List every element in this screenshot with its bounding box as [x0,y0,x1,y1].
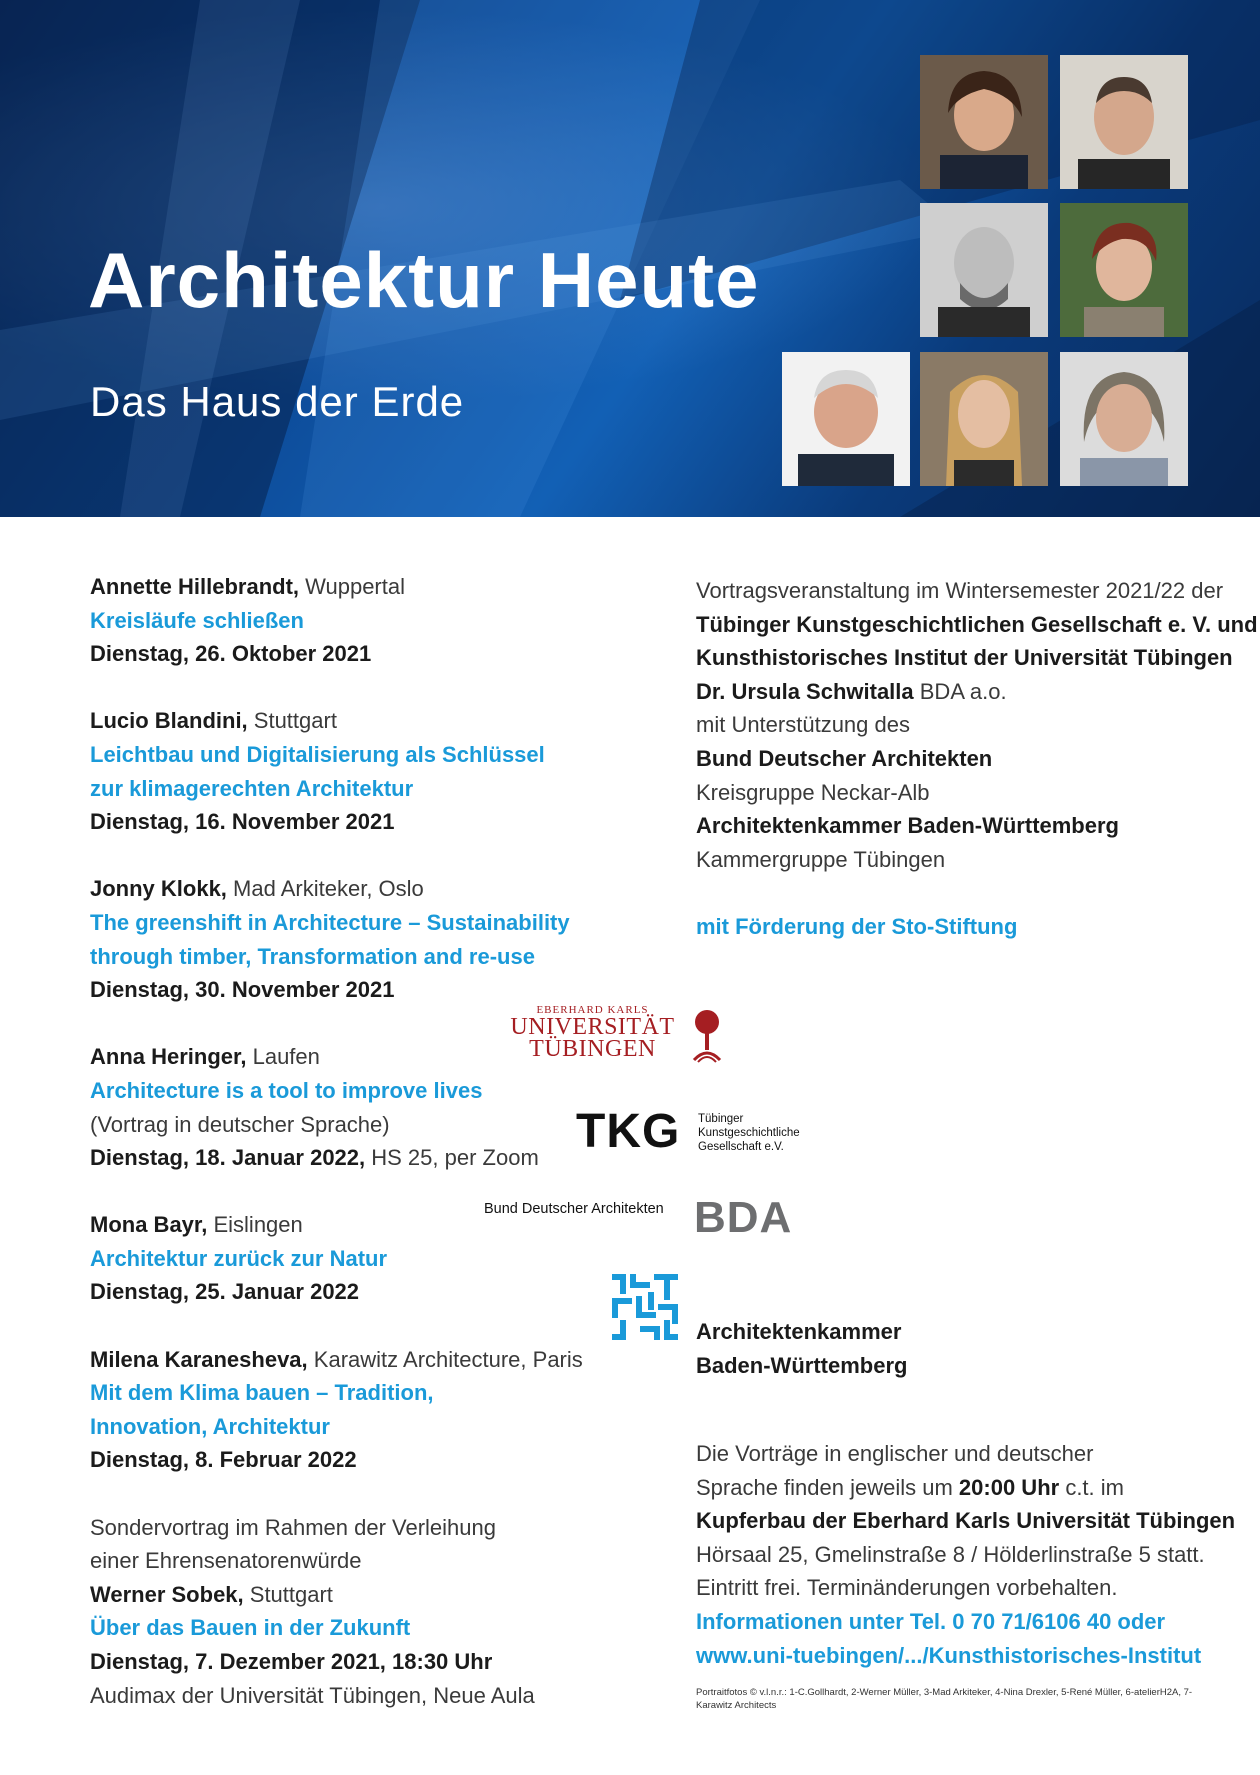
info-time: 20:00 Uhr [958,1474,1060,1500]
info-contact: Informationen unter Tel. 0 70 71/6106 40 oder [696,1608,1166,1634]
page-subtitle: Das Haus der Erde [90,378,465,425]
uni-logo-top: EBERHARD KARLS [536,1004,649,1016]
page-title: Architektur Heute [88,236,760,324]
lecture-date: Dienstag, 18. Januar 2022, [90,1145,366,1171]
lecture-date-extra: HS 25, per Zoom [365,1145,539,1171]
speaker-place: Stuttgart [247,708,337,734]
lecture-topic: Architecture is a tool to improve lives [90,1077,483,1103]
speaker-name: Lucio Blandini, [90,708,248,734]
uni-logo-mid: UNIVERSITÄT [510,1014,675,1040]
organizer-person: Dr. Ursula Schwitalla [696,678,914,704]
support-bda-sub: Kreisgruppe Neckar-Alb [696,779,930,805]
speaker-name: Annette Hillebrandt, [90,574,300,599]
lecture-topic: Über das Bauen in der Zukunft [90,1615,411,1641]
lecture-venue: Audimax der Universität Tübingen, Neue Aula [90,1682,535,1708]
lecture-date: Dienstag, 30. November 2021 [90,977,395,1003]
lecture-date: Dienstag, 16. November 2021 [90,809,395,835]
info-address: Hörsaal 25, Gmelinstraße 8 / Hölderlinstraße 5 statt. [696,1541,1205,1567]
speaker-place: Mad Arkiteker, Oslo [226,876,424,902]
portrait-7 [1060,352,1188,486]
bda-logo-text: Bund Deutscher Architekten [484,1201,664,1217]
photo-credits: Portraitfotos © v.l.n.r.: 1-C.Gollhardt, 2-Werner Müller, 3-Mad Arkiteker, 4-Nina Drexler, 5-René Müller, 6-atelierH2A, 7-Karawitz Architects [696,1687,1193,1711]
funding-note: mit Förderung der Sto-Stiftung [696,913,1018,939]
speaker-place: Eislingen [207,1212,303,1238]
organizer-institute: Kunsthistorisches Institut der Universität Tübingen [696,645,1233,671]
lecture-topic: Innovation, Architektur [90,1413,330,1439]
portrait-3 [920,203,1048,337]
special-intro: Sondervortrag im Rahmen der Verleihung [90,1514,497,1540]
speaker-place: Karawitz Architecture, Paris [307,1346,583,1372]
organizer-tkg: Tübinger Kunstgeschichtlichen Gesellschaft e. V. und [696,611,1258,637]
lecture-topic: zur klimagerechten Architektur [90,775,414,801]
uni-tuebingen-logo [510,1004,675,1060]
lecture-entry [90,872,650,1006]
lecture-entry [90,1343,650,1477]
lecture-topic: Leichtbau und Digitalisierung als Schlüssel [90,741,545,767]
support-intro: mit Unterstützung des [696,712,910,738]
lecture-topic: The greenshift in Architecture – Sustainability [90,909,570,935]
bda-logo-mark: BDA [694,1193,793,1242]
info-admission: Eintritt frei. Terminänderungen vorbehalten. [696,1575,1118,1601]
speaker-place: Laufen [246,1044,320,1070]
support-akbw: Architektenkammer Baden-Württemberg [696,813,1119,839]
portrait-1 [920,55,1048,189]
lecture-topic: through timber, Transformation and re-use [90,943,535,969]
speaker-place: Wuppertal [299,574,405,599]
portrait-6 [920,352,1048,486]
lecture-topic: Kreisläufe schließen [90,607,304,633]
akbw-logo-icon [612,1274,678,1345]
info-line: Sprache finden jeweils um [696,1474,959,1500]
support-akbw-sub: Kammergruppe Tübingen [696,846,946,872]
lecture-note: (Vortrag in deutscher Sprache) [90,1111,390,1137]
lecture-topic: Architektur zurück zur Natur [90,1245,388,1271]
support-bda: Bund Deutscher Architekten [696,745,993,771]
hero-banner [0,0,1260,517]
lecture-entry [90,1208,650,1309]
tkg-line: Gesellschaft e.V. [698,1141,784,1153]
lecture-date: Dienstag, 8. Februar 2022 [90,1447,357,1473]
portrait-4 [1060,203,1188,337]
speaker-name: Jonny Klokk, [90,876,227,902]
akbw-line: Architektenkammer [696,1319,902,1344]
akbw-line: Baden-Württemberg [696,1352,908,1378]
info-line: Die Vorträge in englischer und deutscher [696,1441,1094,1466]
speaker-name: Milena Karanesheva, [90,1346,308,1372]
lecture-entry [90,570,650,671]
tkg-logo-text [698,1112,800,1154]
lecture-date: Dienstag, 25. Januar 2022 [90,1279,360,1305]
tkg-line: Kunstgeschichtliche [698,1127,800,1139]
tkg-logo-mark: TKG [576,1105,681,1158]
tkg-line: Tübinger [698,1113,744,1125]
uni-logo-bottom: TÜBINGEN [529,1036,656,1062]
akbw-logo-text [696,1315,907,1382]
info-line: c.t. im [1059,1474,1124,1500]
organizer-person-suffix: BDA a.o. [913,678,1007,704]
lecture-date: Dienstag, 26. Oktober 2021 [90,641,372,667]
special-intro: einer Ehrensenatorenwürde [90,1548,362,1574]
speaker-place: Stuttgart [243,1581,333,1607]
lecture-list [90,570,650,1712]
uni-tree-icon [690,1008,724,1069]
info-venue: Kupferbau der Eberhard Karls Universität Tübingen [696,1508,1236,1534]
organizer-intro: Vortragsveranstaltung im Wintersemester 2021/22 der [696,578,1224,603]
lecture-topic: Mit dem Klima bauen – Tradition, [90,1380,434,1406]
info-website-link[interactable]: www.uni-tuebingen/.../Kunsthistorisches-Institut [696,1642,1202,1668]
special-lecture [90,1511,650,1713]
lecture-entry [90,704,650,838]
portrait-2 [1060,55,1188,189]
speaker-name: Werner Sobek, [90,1581,244,1607]
lecture-date: Dienstag, 7. Dezember 2021, 18:30 Uhr [90,1649,493,1674]
speaker-name: Anna Heringer, [90,1044,247,1070]
organizer-info [696,574,1258,944]
portrait-5 [782,352,910,486]
event-info [696,1437,1236,1672]
speaker-name: Mona Bayr, [90,1212,208,1238]
